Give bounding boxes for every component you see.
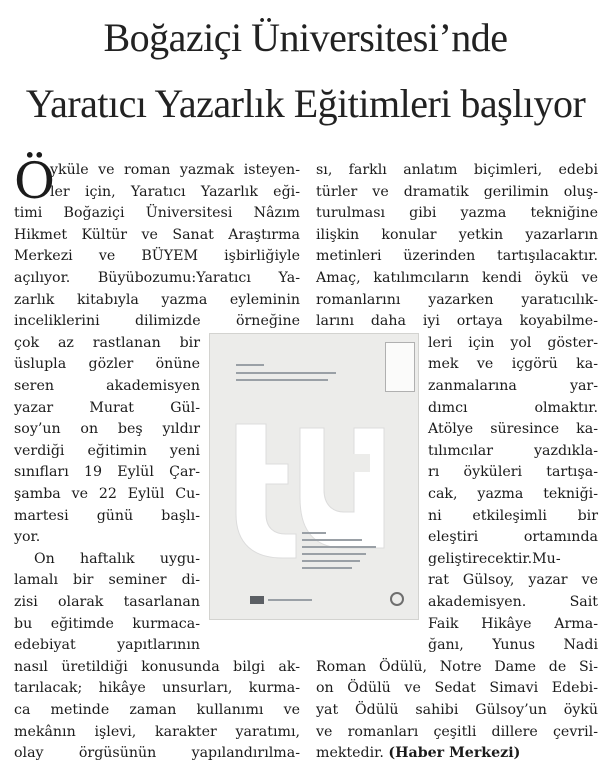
col2-line: zanmalarına yar- <box>428 378 598 394</box>
col1-line: şamba ve 22 Eylül Cu- <box>14 486 200 502</box>
poster-logo-shape <box>230 414 402 574</box>
col1-line: verdiği eğitimin yeni <box>14 442 200 459</box>
col2-line: Roman Ödülü, Notre Dame de Si- <box>316 658 598 675</box>
col2-line: tılımcılar yazdıkla- <box>428 442 598 459</box>
university-logo-icon <box>250 596 264 604</box>
col2-line: Atölye süresince ka- <box>428 421 598 438</box>
headline-line-2: Yaratıcı Yazarlık Eğitimleri başlıyor <box>25 81 586 126</box>
col2-line: geliştirecektir.Mu- <box>428 550 561 567</box>
col2-line: akademisyen. Sait <box>428 594 598 610</box>
col2-line: turulması gibi yazma tekniğine <box>316 205 598 222</box>
col1-line: yor. <box>14 529 41 546</box>
col1-line: üslupla gözler önüne <box>14 356 200 373</box>
col1-line: soy’un on beş yıldır <box>14 421 200 438</box>
col2-line: ni etkileşimli bir <box>428 507 598 524</box>
col1-line: ler için, Yaratıcı Yazarlık eği- <box>50 183 300 200</box>
col1-line: çok az rastlanan bir <box>14 334 200 351</box>
col1-line: yazar Murat Gül- <box>14 399 200 416</box>
col1-line: edebiyat yapıtlarının <box>14 637 200 654</box>
col2-line: eleştiri ortamında <box>428 529 598 546</box>
col1-line: martesi günü başlı- <box>14 507 200 524</box>
col1-line: On haftalık uygu- <box>34 550 200 567</box>
col1-line: ca metinde zaman kullanımı ve <box>14 702 300 718</box>
poster-emblem-icon <box>390 592 404 606</box>
col2-line: Faik Hikâye Arma- <box>428 615 598 632</box>
byline: (Haber Merkezi) <box>388 745 521 762</box>
col2-line: rat Gülsoy, yazar ve <box>428 572 598 589</box>
col1-line: olay örgüsünün yapılandırılma- <box>14 745 300 762</box>
col1-line: bu eğitimde kurmaca- <box>14 615 200 632</box>
col2-line: dımcı olmaktır. <box>428 399 598 416</box>
col1-line: sınıfları 19 Eylül Çar- <box>14 464 200 481</box>
col1-line: zisi olarak tasarlanan <box>14 594 200 610</box>
col1-line: inceliklerini dilimizde örneğine <box>14 313 300 330</box>
col2-last-text: mektedir. <box>316 745 384 762</box>
col2-line: türler ve dramatik gerilimin oluş- <box>316 183 598 200</box>
event-poster-image <box>209 333 419 620</box>
col2-line: ğanı, Yunus Nadi <box>428 637 598 654</box>
col2-line: yat Ödülü sahibi Gülsoy’un öykü <box>316 702 598 718</box>
col2-line: Amaç, katılımcıların kendi öykü ve <box>316 270 598 286</box>
col2-line: sı, farklı anlatım biçimleri, edebi <box>316 162 598 178</box>
col2-line: ve romanları çeşitli dillere çevril- <box>316 723 598 740</box>
col2-line: romanlarını yazarken yaratıcılık- <box>316 291 598 308</box>
col2-line: larını daha iyi ortaya koyabilme- <box>316 313 598 330</box>
col1-line: açılıyor. Büyübozumu:Yaratıcı Ya- <box>14 270 300 286</box>
col1-line: yküle ve roman yazmak isteyen- <box>50 162 300 178</box>
col1-line: Merkezi ve BÜYEM işbirliğiyle <box>14 248 300 265</box>
col2-line: mek ve içgörü ka- <box>428 356 598 373</box>
col2-line <box>316 743 520 763</box>
col1-line: nasıl üretildiği konusunda bilgi ak- <box>14 658 300 675</box>
col2-line: leri için yol göster- <box>428 334 598 351</box>
col1-line: seren akademisyen <box>14 378 200 394</box>
col2-line: metinleri üzerinden tartışılacaktır. <box>316 248 598 265</box>
col2-line: ilişkin konular yetkin yazarların <box>316 226 598 243</box>
poster-book-cover-icon <box>385 342 415 392</box>
col1-line: lamalı bir seminer di- <box>14 572 200 589</box>
col2-line: rı öyküleri tartışa- <box>428 464 598 481</box>
col1-line: timi Boğaziçi Üniversitesi Nâzım <box>14 205 300 222</box>
col1-line: zarlık kitabıyla yazma eyleminin <box>14 291 300 308</box>
col2-line: cak, yazma tekniği- <box>428 486 598 502</box>
headline-line-1: Boğaziçi Üniversitesi’nde <box>103 15 508 60</box>
col2-line: on Ödülü ve Sedat Simavi Edebi- <box>316 680 598 697</box>
col1-line: tarılacak; hikâye unsurları, kurma- <box>14 680 300 697</box>
col1-line: mekânın işlevi, karakter yaratımı, <box>14 723 300 740</box>
drop-cap: Ö <box>14 152 55 210</box>
col1-line: Hikmet Kültür ve Sanat Araştırma <box>14 226 300 243</box>
